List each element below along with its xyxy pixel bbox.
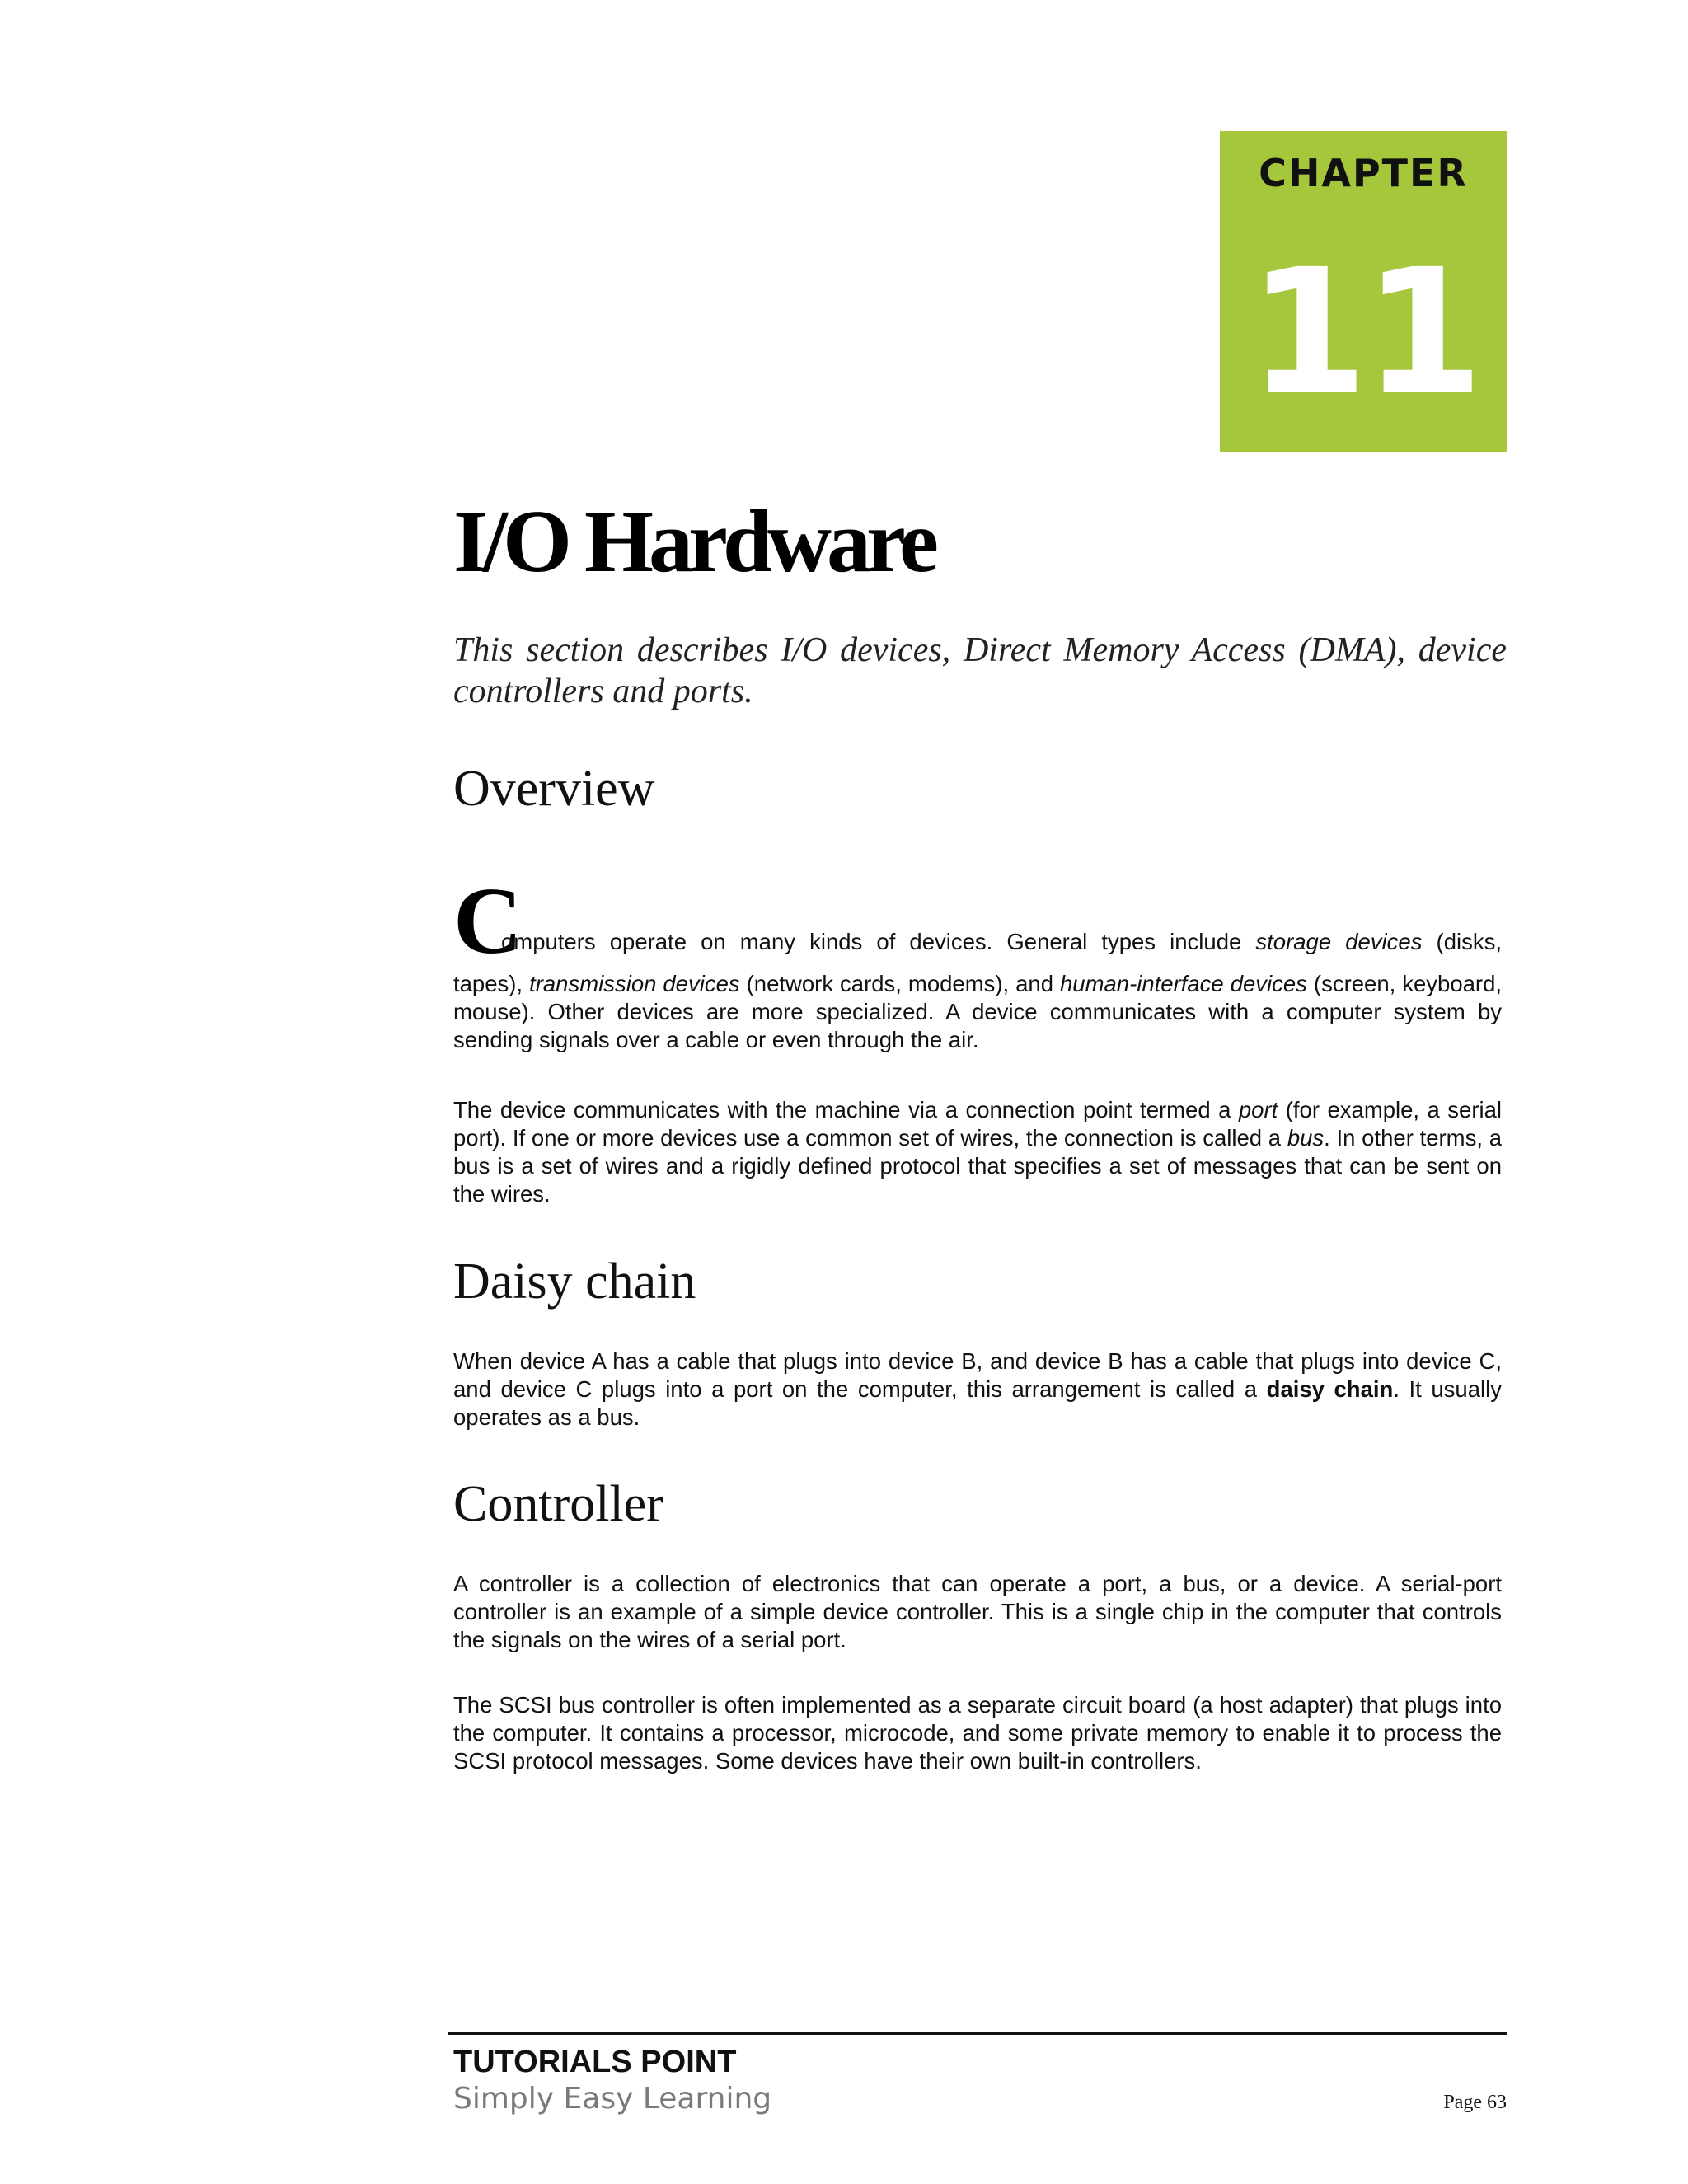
controller-paragraph-2: The SCSI bus controller is often implemented as a separate circuit board (a host adapter) that plugs into the computer. It contains a processor, microcode, and some private memory to enable it to process the SCSI protocol messages. Some devices have their own built-in controllers. [453, 1692, 1502, 1774]
text-run: tapes), [453, 971, 530, 996]
overview-p1-first-line [501, 928, 1502, 956]
overview-p1-rest [453, 970, 1502, 1054]
heading-controller: Controller [453, 1476, 663, 1532]
text-run: . It usually operates as a bus. [453, 1376, 1502, 1430]
overview-paragraph-2 [453, 1096, 1502, 1208]
page-title: I/O Hardware [453, 493, 934, 591]
text-run: (screen, keyboard, mouse). Other devices are more specialized. A device communicates with a computer system by sending signals over a cable or even through the air. [453, 971, 1503, 1052]
chapter-badge [1220, 131, 1507, 452]
drop-cap: C [453, 869, 521, 974]
bold-daisy-chain: daisy chain [1266, 1376, 1394, 1402]
text-run: (disks, [1422, 929, 1502, 954]
emphasis-port: port [1238, 1097, 1278, 1122]
controller-paragraph-1: A controller is a collection of electronics that can operate a port, a bus, or a device. A serial-port controller is an example of a simple device controller. This is a single chip in the computer that controls the signals on the wires of a serial port. [453, 1571, 1502, 1652]
emphasis-bus: bus [1287, 1125, 1325, 1151]
footer-brand: TUTORIALS POINT [453, 2045, 737, 2079]
chapter-label: CHAPTER [1259, 151, 1468, 195]
text-run: omputers operate on many kinds of devices. General types include [501, 929, 1256, 954]
footer-divider [448, 2032, 1507, 2035]
daisy-chain-paragraph [453, 1347, 1502, 1432]
text-run: The device communicates with the machine via a connection point termed a [453, 1097, 1239, 1122]
heading-daisy-chain: Daisy chain [453, 1254, 696, 1310]
text-run: When device A has a cable that plugs into device B, and device B has a cable that plugs into device C, and device C plugs into a port on the computer, this arrangement is called a [453, 1348, 1502, 1402]
text-run: (for example, a serial port). If one or more devices use a common set of wires, the connection is called a [453, 1097, 1503, 1151]
heading-overview: Overview [453, 761, 655, 817]
text-run: . In other terms, a bus is a set of wires and a rigidly defined protocol that specifies a set of messages that can be sent on the wires. [453, 1125, 1503, 1207]
page-number: Page 63 [1443, 2092, 1507, 2113]
emphasis-storage-devices: storage devices [1255, 929, 1423, 954]
footer-tagline: Simply Easy Learning [453, 2082, 772, 2116]
emphasis-transmission-devices: transmission devices [529, 971, 740, 996]
text-run: (network cards, modems), and [739, 971, 1060, 996]
chapter-number: 11 [1247, 232, 1479, 434]
chapter-intro: This section describes I/O devices, Direct Memory Access (DMA), device controllers and ports. [453, 631, 1507, 710]
emphasis-human-interface-devices: human-interface devices [1060, 971, 1307, 996]
